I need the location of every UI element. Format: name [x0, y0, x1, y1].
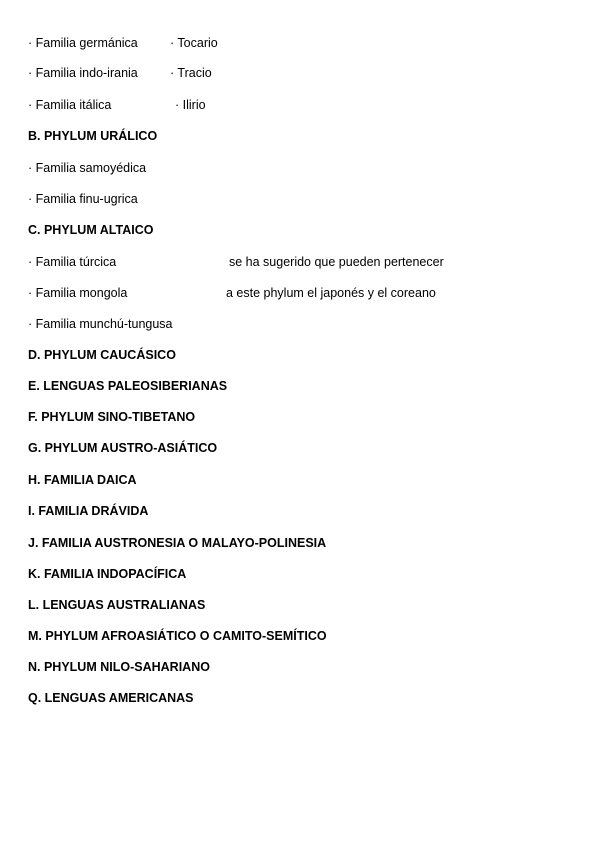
- list-item-tracio: · Tracio: [170, 66, 212, 80]
- heading-phylum-nilo-sahariano: N. PHYLUM NILO-SAHARIANO: [28, 660, 210, 674]
- heading-lenguas-australianas: L. LENGUAS AUSTRALIANAS: [28, 598, 206, 612]
- list-item-turcica: · Familia túrcica: [28, 255, 117, 269]
- list-item-germanica: · Familia germánica: [28, 36, 138, 50]
- note-line-1: se ha sugerido que pueden pertenecer: [229, 255, 444, 269]
- list-item-finu-ugrica: · Familia finu-ugrica: [28, 192, 138, 206]
- list-item-indo-irania: · Familia indo-irania: [28, 66, 138, 80]
- heading-phylum-afroasiatico: M. PHYLUM AFROASIÁTICO O CAMITO-SEMÍTICO: [28, 629, 327, 643]
- list-item-italica: · Familia itálica: [28, 98, 112, 112]
- list-item-munchu-tungusa: · Familia munchú-tungusa: [28, 317, 173, 331]
- list-item-ilirio: · Ilirio: [175, 98, 206, 112]
- heading-phylum-caucasico: D. PHYLUM CAUCÁSICO: [28, 348, 176, 362]
- heading-phylum-sino-tibetano: F. PHYLUM SINO-TIBETANO: [28, 410, 196, 424]
- list-item-tocario: · Tocario: [170, 36, 218, 50]
- heading-familia-dravida: I. FAMILIA DRÁVIDA: [28, 504, 149, 518]
- heading-phylum-uralico: B. PHYLUM URÁLICO: [28, 129, 158, 143]
- heading-familia-daica: H. FAMILIA DAICA: [28, 473, 137, 487]
- heading-familia-indopacifica: K. FAMILIA INDOPACÍFICA: [28, 567, 187, 581]
- list-item-mongola: · Familia mongola: [28, 286, 128, 300]
- heading-phylum-altaico: C. PHYLUM ALTAICO: [28, 223, 154, 237]
- heading-phylum-austro-asiatico: G. PHYLUM AUSTRO-ASIÁTICO: [28, 441, 218, 455]
- heading-familia-austronesia: J. FAMILIA AUSTRONESIA O MALAYO-POLINESIA: [28, 536, 327, 550]
- note-line-2: a este phylum el japonés y el coreano: [226, 286, 436, 300]
- heading-lenguas-paleosiberianas: E. LENGUAS PALEOSIBERIANAS: [28, 379, 228, 393]
- list-item-samoyedica: · Familia samoyédica: [28, 161, 147, 175]
- heading-lenguas-americanas: Q. LENGUAS AMERICANAS: [28, 691, 194, 705]
